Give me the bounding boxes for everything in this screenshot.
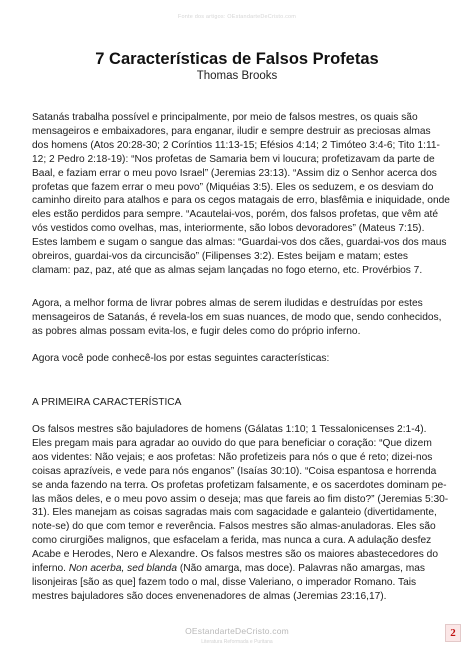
text-line: Baal, e faziam errar o meu povo Israel” (Jeremias 23:13). “Assim diz o Senhor acerca dos <box>32 167 437 179</box>
text-segment: ). Palavras não amargas, mas <box>289 563 426 575</box>
text-line: aos videntes: Não vejais; e aos profetas: Não profetizeis para nós o que é reto; dizei-nos <box>32 451 433 463</box>
footer-subtitle: Literatura Reformada e Puritana <box>201 639 273 645</box>
text-line: lisonjeiras [são as que] fazem todo o mal, disse Valeriano, o imperador Romano. Tais <box>32 576 417 588</box>
text-line: Eles pregam mais para agradar ao ouvido do que para beneficiar o coração: “Que dizem <box>32 437 432 449</box>
text-line: caminho direito para atalhos e para os cegos matagais de erro, blasfêmia e iniquidade, onde <box>32 195 450 207</box>
section-heading-text: A PRIMEIRA CARACTERÍSTICA <box>32 397 182 408</box>
paragraph-3 <box>32 352 444 366</box>
text-line: profetas que fazem errar o meu povo” (Miquéias 3:5). Eles os seduzem, e os desviam do <box>32 181 434 193</box>
text-line: dos homens (Atos 20:28-30; 2 Coríntios 11:13-15; Efésios 4:14; 2 Timóteo 3:4-6; Tito 1:11- <box>32 139 440 151</box>
text-line: 31). Eles manejam as coisas sagradas mais com sagacidade e galanteio (divertidamente, <box>32 507 437 519</box>
text-segment: Não amarga, mas doce <box>183 563 290 575</box>
text-line: Os falsos mestres são bajuladores de homens (Gálatas 1:10; 1 Tessalonicenses 2:1-4). <box>32 424 427 435</box>
footer-site-logo: OEstandarteDeCristo.com <box>185 626 289 636</box>
text-line-mixed <box>32 562 444 576</box>
text-line: como cirurgiões malignos, que esfacelam a ferida, mas nunca a cura. A adulação desfez <box>32 535 432 547</box>
text-line: Acabe e Herodes, Nero e Alexandre. Os falsos mestres são os maiores abastecedores do <box>32 549 439 561</box>
text-line: clamam: paz, paz, até que as almas sejam lançadas no fogo eterno, etc. Provérbios 7. <box>32 264 423 276</box>
text-line: vós vestidos como ovelhas, mas, interiormente, são lobos devoradores” (Mateus 7:15). <box>32 223 425 235</box>
text-line: las mãos deles, e o meu povo assim o deseja; mas que fareis ao fim disto?” (Jeremias 5:30- <box>32 493 449 505</box>
author-name: Thomas Brooks <box>196 70 278 82</box>
text-line: se anda fazendo na terra. Os profetas profetizam falsamente, e os sacerdotes dominam pe- <box>32 479 447 491</box>
text-line: coisas aprazíveis, e vede para nós enganos” (Isaías 30:10). “Coisa espantosa e horrenda <box>32 465 437 477</box>
section-heading <box>32 396 444 410</box>
header-watermark: Fonte dos artigos: OEstandarteDeCristo.com <box>177 14 297 20</box>
text-line: 12; 2 Pedro 2:18-19): “Nos profetas de Samaria bem vi loucura; profetizavam da parte de <box>32 153 435 165</box>
paragraph-4 <box>32 423 449 604</box>
text-line: Estes lambem e sugam o sangue das almas: “Guardai-vos dos cães, guardai-vos dos maus <box>32 237 447 249</box>
text-line: eles estão perdidos para sempre. “Acautelai-vos, porém, dos falsos profetas, que vêm até <box>32 209 439 221</box>
text-line: mensageiros de Satanás, é revela-los em suas nuances, de modo que, sendo conhecidos, <box>32 311 442 323</box>
text-line: Agora, a melhor forma de livrar pobres almas de serem iludidas e destruídas por estes <box>32 298 423 309</box>
page-title: 7 Características de Falsos Profetas <box>95 50 379 68</box>
text-line: Satanás trabalha possível e principalmente, por meio de falsos mestres, os quais são <box>32 112 418 123</box>
paragraph-2 <box>32 297 444 339</box>
text-line: mensageiros e embaixadores, para enganar, iludir e sempre destruir as preciosas almas <box>32 125 431 137</box>
text-segment: ( <box>177 563 184 575</box>
text-line: as pobres almas possam evita-los, e fugir deles como do próprio inferno. <box>32 325 361 337</box>
paragraph-1 <box>32 111 450 278</box>
text-line: note-se) do que com temor e reverência. Falsos mestres são almas-anuladoras. Eles são <box>32 521 436 533</box>
text-line: Agora você pode conhecê-los por estas seguintes características: <box>32 353 330 364</box>
text-line: mestres bajuladores são doces envenenadores de almas (Jeremias 23:16,17). <box>32 590 387 602</box>
latin-phrase: Non acerba, sed blanda <box>68 563 177 575</box>
text-segment: inferno. <box>32 563 69 575</box>
page-number: 2 <box>445 624 461 642</box>
text-line: obreiros, guardai-vos da circuncisão” (Filipenses 3:2). Estes beijam e matam; estes <box>32 251 408 263</box>
